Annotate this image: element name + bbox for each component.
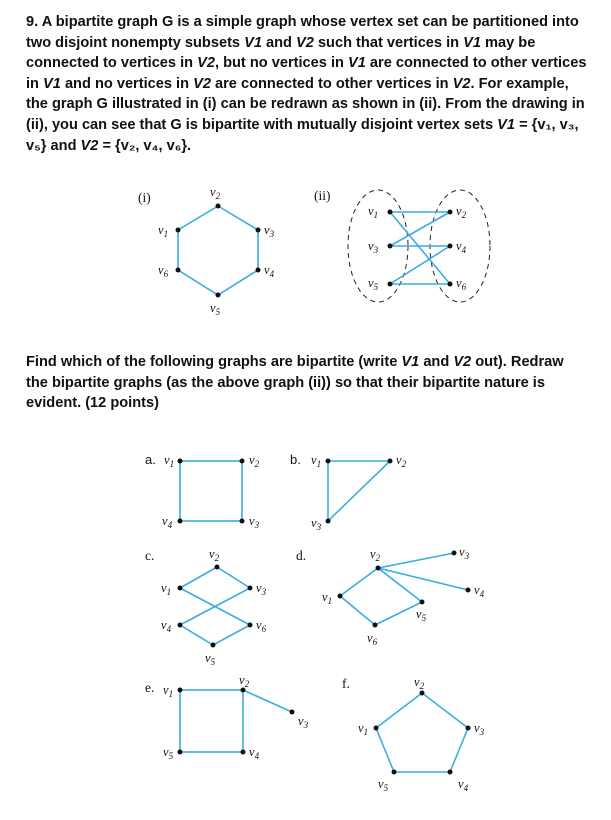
label-v3: [298, 714, 309, 730]
vertex-label-part: v: [249, 453, 255, 467]
vertex: [290, 710, 295, 715]
vertex-label-part: 6: [261, 624, 267, 634]
label-v3: [264, 223, 275, 239]
vertex: [420, 691, 425, 696]
vertex-label-part: 5: [168, 751, 174, 761]
edge: [390, 212, 450, 246]
vertex-label-part: v: [458, 777, 464, 791]
vertex-label-part: v: [358, 721, 364, 735]
label-v4: [458, 777, 469, 793]
label-v4: [249, 745, 260, 761]
vertex: [240, 459, 245, 464]
vertex: [376, 566, 381, 571]
vertex-label-part: v: [249, 514, 255, 528]
vertex: [178, 459, 183, 464]
vertex-label-part: v: [256, 581, 262, 595]
text-mid6: are connected to other vertices in: [210, 75, 453, 92]
pentagon-edges: [376, 693, 468, 772]
label-v5: [210, 301, 221, 317]
set-v1: V1: [463, 34, 481, 51]
vertex-label-part: v: [368, 239, 374, 253]
vertex-label-part: 1: [363, 727, 369, 737]
triangle-edges: [328, 461, 390, 521]
label-v3: [256, 581, 267, 597]
label-v1: [322, 590, 332, 606]
vertex-label-part: 2: [214, 553, 220, 563]
vertex-label-part: v: [368, 276, 374, 290]
edge: [340, 596, 375, 625]
vertex-label-part: v: [378, 777, 384, 791]
set-v1: V1: [244, 34, 262, 51]
text-mid5: and no vertices in: [60, 75, 194, 92]
vertex-label-part: v: [474, 583, 480, 597]
figure-ii-label: (ii): [314, 188, 331, 203]
word-and: and: [261, 34, 297, 51]
set-v2: V2: [80, 137, 99, 154]
vertex-label-part: v: [205, 651, 211, 665]
vertex-label-part: 2: [375, 553, 381, 563]
vertex-label-part: v: [367, 631, 373, 645]
vertex-label-part: 2: [401, 459, 407, 469]
vertex: [466, 588, 471, 593]
label-v6: [158, 263, 169, 279]
vertex: [176, 228, 181, 233]
vertex-label-part: 1: [166, 587, 172, 597]
vertex: [448, 770, 453, 775]
edge: [243, 690, 292, 712]
square-edges: [180, 461, 242, 521]
set-v2: V2: [453, 354, 472, 370]
vertex-label-part: 2: [244, 679, 250, 689]
vertex-label-part: 3: [479, 727, 485, 737]
edge: [375, 553, 454, 568]
vertex-label-part: 6: [372, 637, 378, 647]
label-v2: [396, 453, 407, 469]
vertex-label-part: 4: [479, 589, 485, 599]
label-v5: [368, 276, 379, 292]
label-v3: [249, 514, 260, 530]
vertex-label-part: v: [311, 516, 317, 530]
vertex-label-part: 2: [254, 459, 260, 469]
vertex: [388, 244, 393, 249]
vertex-label-part: v: [239, 673, 245, 687]
task-mid: out). Redraw the bipartite graphs (as the above graph (ii)) so that their bipartite nature is evident. (12 points): [26, 354, 564, 412]
set-v1-members: = {v₁, v₃, v₅} and: [26, 116, 579, 154]
word-and: and: [419, 354, 454, 370]
vertex: [178, 586, 183, 591]
vertex-label-part: 4: [269, 269, 275, 279]
vertex-label-part: 4: [167, 520, 173, 530]
vertex-label-part: v: [158, 223, 164, 237]
vertex: [256, 228, 261, 233]
edge: [217, 567, 250, 588]
vertex-label-part: 5: [210, 657, 216, 667]
set-v1: V1: [497, 116, 516, 133]
edge: [340, 568, 378, 596]
label-v2: [210, 185, 221, 201]
graph-c-label: c.: [145, 548, 155, 563]
label-v1: [311, 453, 321, 469]
vertex-label-part: 2: [461, 210, 467, 220]
vertex-label-part: 4: [461, 245, 467, 255]
vertex-label-part: 1: [373, 210, 379, 220]
figure-i-label: (i): [138, 190, 151, 205]
set-v2: V2: [193, 75, 211, 92]
label-v4: [162, 514, 173, 530]
vertex: [240, 519, 245, 524]
graph-a-label: a.: [145, 452, 156, 467]
edge: [180, 625, 213, 645]
vertex: [216, 204, 221, 209]
vertex-label-part: v: [163, 745, 169, 759]
figure-i: [138, 185, 275, 317]
vertex-label-part: 1: [169, 459, 175, 469]
vertex: [452, 551, 457, 556]
vertex-label-part: 6: [163, 269, 169, 279]
label-v5: [205, 651, 216, 667]
vertex: [211, 643, 216, 648]
vertex: [216, 293, 221, 298]
vertex-label-part: v: [210, 301, 216, 315]
vertex-label-part: v: [264, 263, 270, 277]
label-v4: [456, 239, 467, 255]
vertex: [373, 623, 378, 628]
label-v2: [456, 204, 467, 220]
vertex-label-part: v: [474, 721, 480, 735]
vertex-label-part: 1: [168, 689, 174, 699]
set-v1: V1: [347, 55, 366, 72]
vertex: [448, 282, 453, 287]
vertex-label-part: 2: [215, 191, 221, 201]
label-v5: [416, 607, 427, 623]
vertex-label-part: v: [210, 185, 216, 199]
vertex-label-part: v: [162, 514, 168, 528]
label-v6: [367, 631, 378, 647]
vertex-label-part: v: [456, 239, 462, 253]
label-v1: [163, 683, 173, 699]
edge: [180, 567, 217, 588]
vertex-label-part: 1: [316, 459, 322, 469]
graph-f: [342, 675, 485, 793]
label-v5: [163, 745, 174, 761]
vertex-label-part: v: [311, 453, 317, 467]
vertex: [178, 519, 183, 524]
label-v1: [164, 453, 174, 469]
vertex: [178, 688, 183, 693]
label-v2: [209, 547, 220, 563]
vertex-label-part: 5: [383, 783, 389, 793]
vertex-label-part: 3: [464, 551, 470, 561]
vertex-label-part: 4: [166, 624, 172, 634]
vertex: [326, 459, 331, 464]
vertex-label-part: v: [164, 453, 170, 467]
label-v4: [474, 583, 485, 599]
vertex-label-part: 3: [316, 522, 322, 532]
vertex-label-part: v: [256, 618, 262, 632]
text-mid4: are connected to other vertices in: [26, 55, 587, 92]
set-v2-members: = {v₂, v₄, v₆}.: [98, 137, 192, 154]
vertex: [466, 726, 471, 731]
graph-d: [296, 545, 485, 647]
text-mid7: . For example, the graph G illustrated in (i) can be redrawn as shown in (ii). From the drawing in (ii), you can see that G is bipartite with mutually disjoint vertex sets: [26, 75, 585, 133]
vertex-label-part: v: [161, 581, 167, 595]
set-v1: V1: [401, 354, 420, 370]
graph-c: [145, 547, 267, 667]
vertex: [248, 623, 253, 628]
vertex-label-part: v: [396, 453, 402, 467]
vertex-label-part: v: [414, 675, 420, 689]
vertex: [392, 770, 397, 775]
vertex-label-part: 3: [254, 520, 260, 530]
vertex: [178, 750, 183, 755]
vertex-label-part: 6: [461, 282, 467, 292]
edge: [390, 212, 450, 284]
vertex: [388, 282, 393, 287]
vertex-label-part: v: [163, 683, 169, 697]
label-v1: [358, 721, 368, 737]
set-v2: V2: [197, 55, 215, 72]
vertex-label-part: 2: [419, 681, 425, 691]
vertex-label-part: 4: [463, 783, 469, 793]
vertex: [178, 623, 183, 628]
vertex-label-part: 1: [163, 229, 169, 239]
vertex-label-part: v: [322, 590, 328, 604]
vertex: [338, 594, 343, 599]
label-v2: [239, 673, 250, 689]
edge: [390, 246, 450, 284]
vertex: [448, 244, 453, 249]
vertex-label-part: 4: [254, 751, 260, 761]
label-v2: [414, 675, 425, 691]
graph-a: [145, 452, 260, 530]
vertex-label-part: v: [298, 714, 304, 728]
vertex: [448, 210, 453, 215]
vertex-label-part: 3: [373, 245, 379, 255]
square-edges: [180, 690, 243, 752]
vertex-label-part: 5: [215, 307, 221, 317]
vertex-label-part: v: [249, 745, 255, 759]
figure-ii: [314, 188, 490, 302]
label-v2: [370, 547, 381, 563]
graph-d-label: d.: [296, 548, 307, 563]
label-v4: [161, 618, 172, 634]
vertex: [388, 459, 393, 464]
vertex-label-part: v: [456, 276, 462, 290]
set-v2: V2: [452, 75, 471, 92]
label-v1: [161, 581, 171, 597]
graph-e: [145, 673, 309, 761]
vertex-label-part: v: [456, 204, 462, 218]
vertex-label-part: v: [161, 618, 167, 632]
label-v3: [311, 516, 322, 532]
vertex: [388, 210, 393, 215]
set-v2: V2: [296, 34, 314, 51]
vertex: [241, 750, 246, 755]
vertex-label-part: v: [370, 547, 376, 561]
vertex: [256, 268, 261, 273]
task-text: Find which of the following graphs are bipartite (write: [26, 354, 402, 370]
vertex-label-part: 3: [269, 229, 275, 239]
vertex-label-part: 5: [421, 613, 427, 623]
label-v1: [158, 223, 168, 239]
vertex-label-part: 1: [327, 596, 333, 606]
label-v6: [456, 276, 467, 292]
vertex: [420, 600, 425, 605]
vertex: [374, 726, 379, 731]
vertex-label-part: 5: [373, 282, 379, 292]
vertex: [176, 268, 181, 273]
vertex-label-part: v: [459, 545, 465, 559]
graph-b: [290, 452, 407, 532]
vertex-label-part: v: [368, 204, 374, 218]
label-v3: [368, 239, 379, 255]
vertex: [215, 565, 220, 570]
graph-f-label: f.: [342, 676, 350, 691]
hexagon-edges: [178, 206, 258, 295]
edge: [375, 602, 422, 625]
label-v3: [474, 721, 485, 737]
edge: [213, 625, 250, 645]
label-v6: [256, 618, 267, 634]
set-v1: V1: [43, 75, 61, 92]
vertex-label-part: 3: [261, 587, 267, 597]
vertex-label-part: v: [158, 263, 164, 277]
vertex-label-part: v: [209, 547, 215, 561]
text-mid2: may be connected to vertices in: [26, 34, 536, 72]
text-mid1: such that vertices in: [313, 34, 464, 51]
vertex-label-part: v: [264, 223, 270, 237]
graph-b-label: b.: [290, 452, 301, 467]
label-v2: [249, 453, 260, 469]
graph-e-label: e.: [145, 680, 155, 695]
problem-number: 9.: [26, 14, 39, 30]
text-mid3: , but no vertices in: [214, 55, 348, 72]
label-v3: [459, 545, 470, 561]
label-v5: [378, 777, 389, 793]
vertex-label-part: v: [416, 607, 422, 621]
label-v1: [368, 204, 378, 220]
vertex: [248, 586, 253, 591]
vertex: [326, 519, 331, 524]
problem-intro: A bipartite graph G is a simple graph whose vertex set can be partitioned into two disjoint nonempty subsets: [26, 14, 579, 51]
label-v4: [264, 263, 275, 279]
vertex-label-part: 3: [303, 720, 309, 730]
